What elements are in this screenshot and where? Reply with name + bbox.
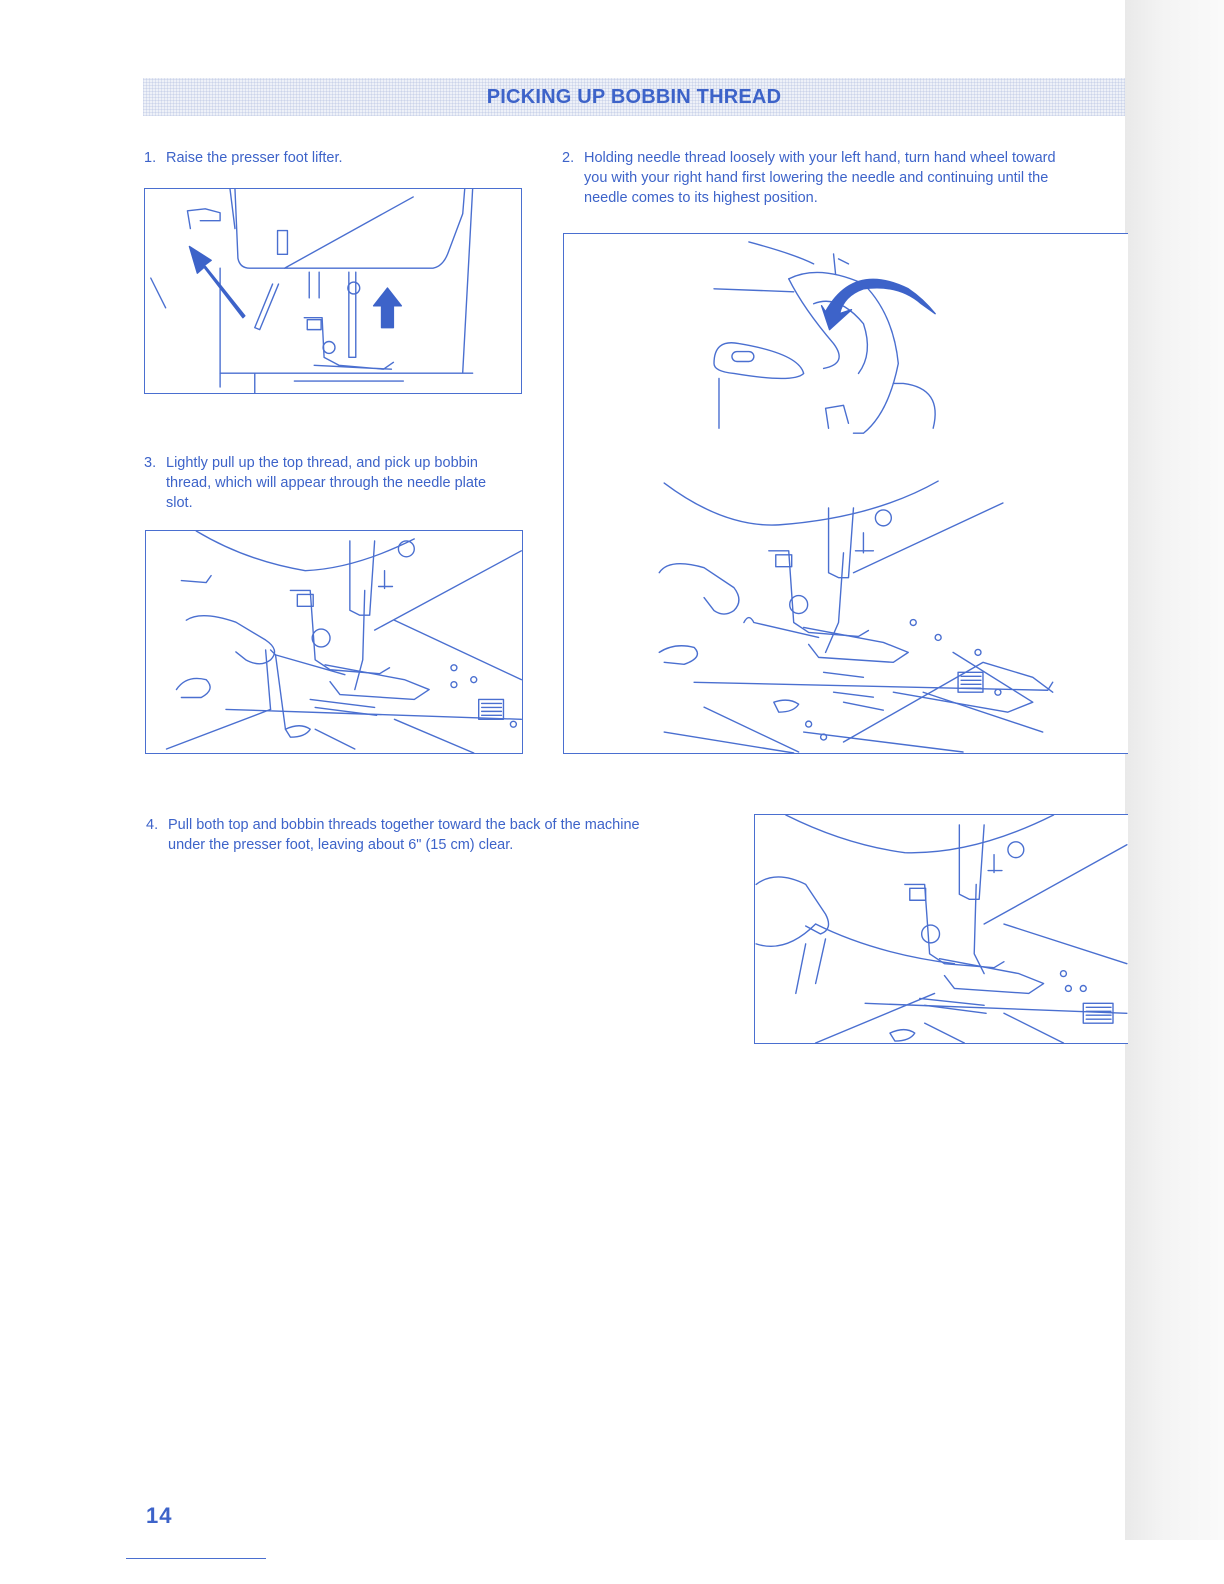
figure-hand-wheel [563,233,1128,754]
step-text-line: Lightly pull up the top thread, and pick up bobbin [166,455,478,471]
step-number: 1. [144,150,157,166]
step-2 [562,148,1125,208]
step-text-line: Holding needle thread loosely with your left hand, turn hand wheel toward [584,150,1056,166]
figure-presser-foot-lifter [144,188,522,394]
pick-up-bobbin-thread-illustration [146,531,522,753]
step-text-line: Raise the presser foot lifter. [166,150,343,166]
presser-foot-lifter-illustration [145,189,521,393]
step-number: 3. [144,455,157,471]
step-number: 2. [562,150,575,166]
step-text-line: slot. [166,495,193,511]
figure-pull-threads-back [754,814,1128,1044]
step-text-line: thread, which will appear through the needle plate [166,475,487,491]
pull-threads-back-illustration [755,815,1128,1043]
step-4 [146,815,746,855]
section-header [143,78,1125,116]
step-3 [144,453,534,513]
divider [126,1558,266,1559]
step-1 [144,148,534,168]
page-number: 14 [146,1503,173,1528]
hand-wheel-and-needle-illustration [564,234,1128,753]
step-text-line: you with your right hand first lowering the needle and continuing until the [584,170,1049,186]
step-text-line: Pull both top and bobbin threads together toward the back of the machine [168,817,640,833]
page-title: PICKING UP BOBBIN THREAD [486,85,782,108]
step-number: 4. [146,817,159,833]
step-text-line: under the presser foot, leaving about 6" (15 cm) clear. [168,837,514,853]
step-text-line: needle comes to its highest position. [584,190,818,206]
page-edge-shadow [1125,0,1224,1540]
figure-pick-up-bobbin-thread [145,530,523,754]
